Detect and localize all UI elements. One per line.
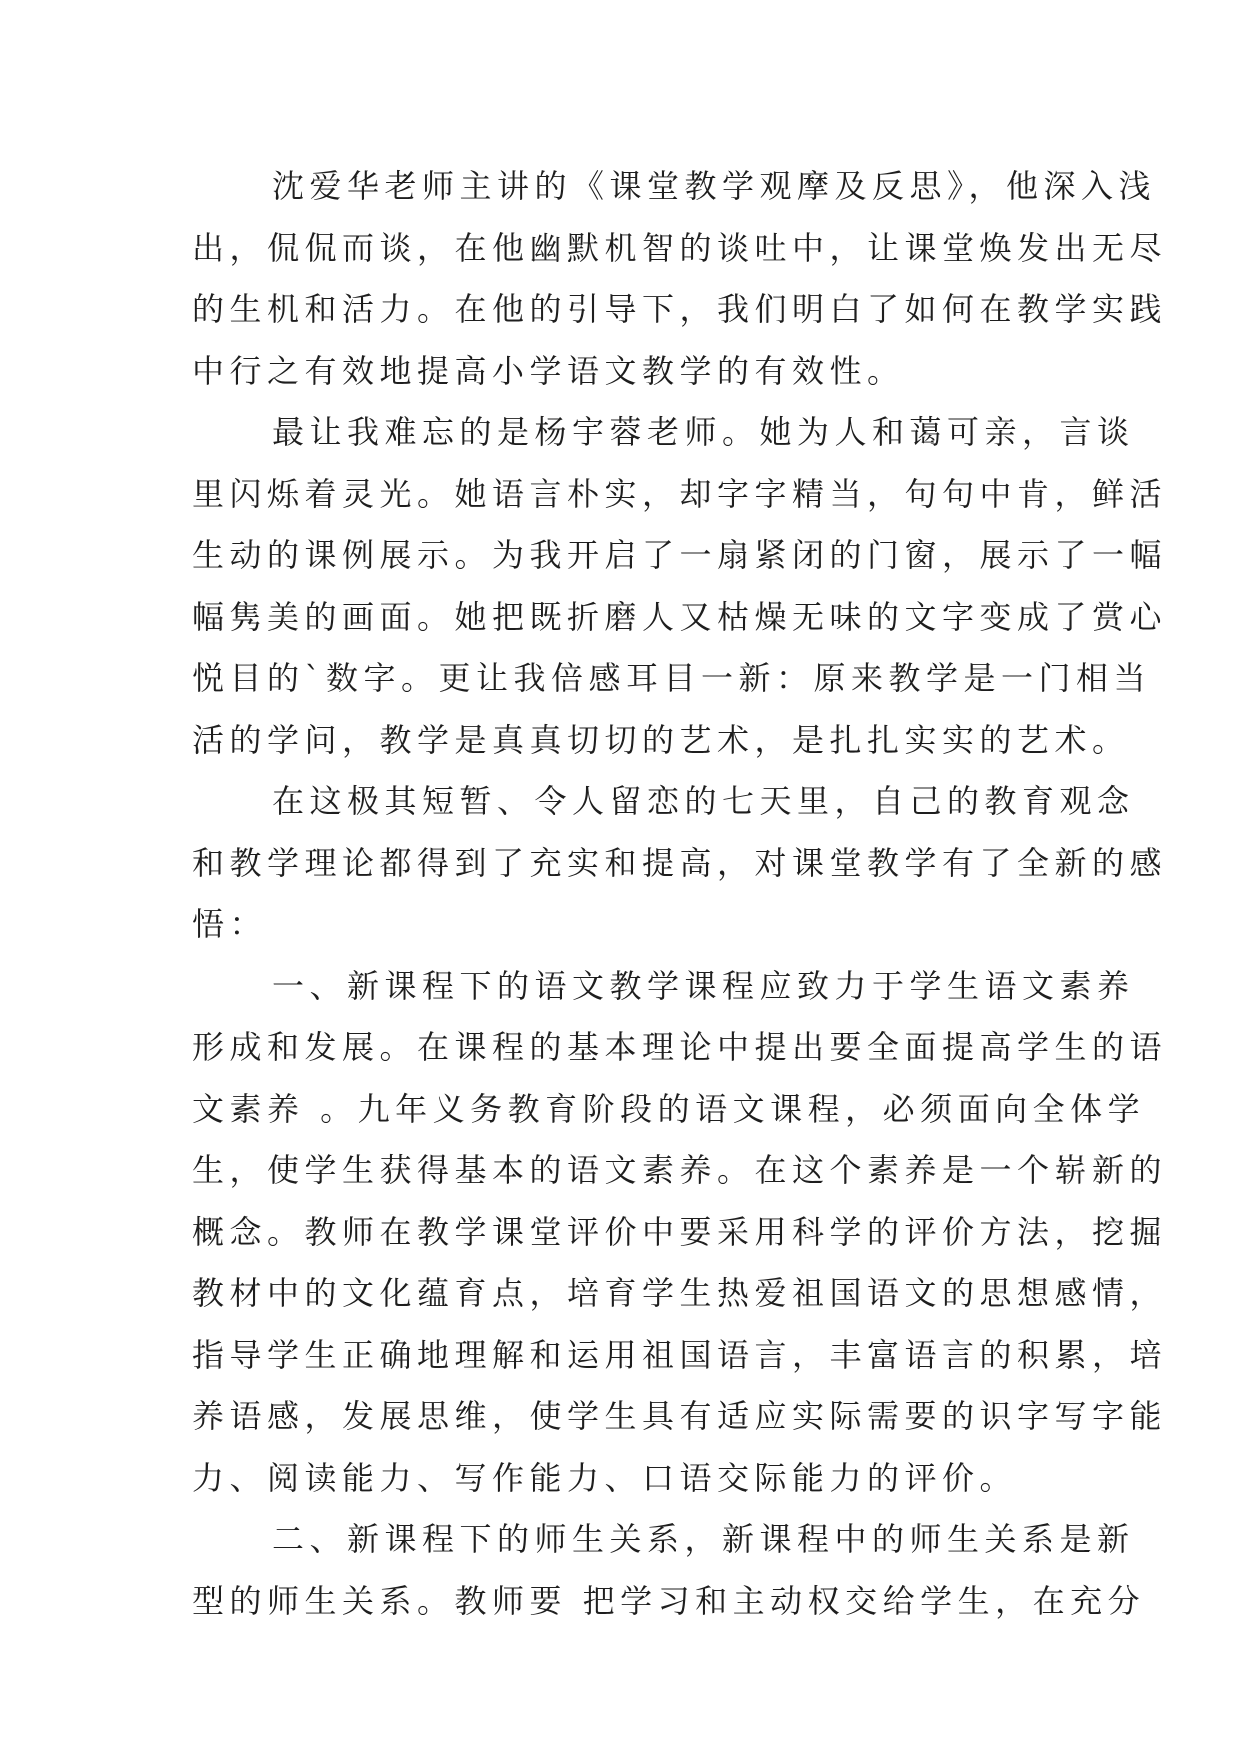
text-line: 中行之有效地提高小学语文教学的有效性。 <box>192 351 905 390</box>
text-line: 最让我难忘的是杨宇蓉老师。她为人和蔼可亲，言谈 <box>272 413 1135 451</box>
text-line: 概念。教师在教学课堂评价中要采用科学的评价方法，挖掘 <box>192 1212 1168 1251</box>
text-line: 出，侃侃而谈，在他幽默机智的谈吐中，让课堂焕发出无尽 <box>192 228 1168 267</box>
text-line: 幅隽美的画面。她把既折磨人又枯燥无味的文字变成了赏心 <box>192 597 1168 636</box>
text-line: 在这极其短暂、令人留恋的七天里，自己的教育观念 <box>272 782 1135 820</box>
text-line: 悟： <box>192 905 268 943</box>
text-line: 里闪烁着灵光。她语言朴实，却字字精当，句句中肯，鲜活 <box>192 474 1168 513</box>
text-line: 的生机和活力。在他的引导下，我们明白了如何在教学实践 <box>192 290 1168 328</box>
text-line: 二、新课程下的师生关系，新课程中的师生关系是新 <box>272 1520 1135 1558</box>
text-line: 生动的课例展示。为我开启了一扇紧闭的门窗，展示了一幅 <box>192 536 1168 574</box>
text-line: 养语感，发展思维，使学生具有适应实际需要的识字写字能 <box>192 1397 1168 1435</box>
text-line: 文素养 。九年义务教育阶段的语文课程，必须面向全体学 <box>192 1089 1146 1128</box>
text-line: 指导学生正确地理解和运用祖国语言，丰富语言的积累，培 <box>192 1335 1168 1374</box>
document-body <box>192 156 1168 1632</box>
text-line: 生，使学生获得基本的语文素养。在这个素养是一个崭新的 <box>192 1151 1168 1189</box>
text-line: 型的师生关系。教师要 把学习和主动权交给学生，在充分 <box>192 1581 1146 1620</box>
text-line: 力、阅读能力、写作能力、口语交际能力的评价。 <box>192 1458 1018 1497</box>
text-line: 教材中的文化蕴育点，培育学生热爱祖国语文的思想感情， <box>192 1274 1168 1312</box>
text-line: 活的学问，教学是真真切切的艺术，是扎扎实实的艺术。 <box>192 720 1130 759</box>
text-line: 和教学理论都得到了充实和提高，对课堂教学有了全新的感 <box>192 843 1168 882</box>
text-line: 悦目的`数字。更让我倍感耳目一新：原来教学是一门相当 <box>192 659 1152 697</box>
text-line: 沈爱华老师主讲的《课堂教学观摩及反思》，他深入浅 <box>272 167 1157 205</box>
text-line: 形成和发展。在课程的基本理论中提出要全面提高学生的语 <box>192 1028 1168 1066</box>
text-line: 一、新课程下的语文教学课程应致力于学生语文素养 <box>272 966 1135 1005</box>
